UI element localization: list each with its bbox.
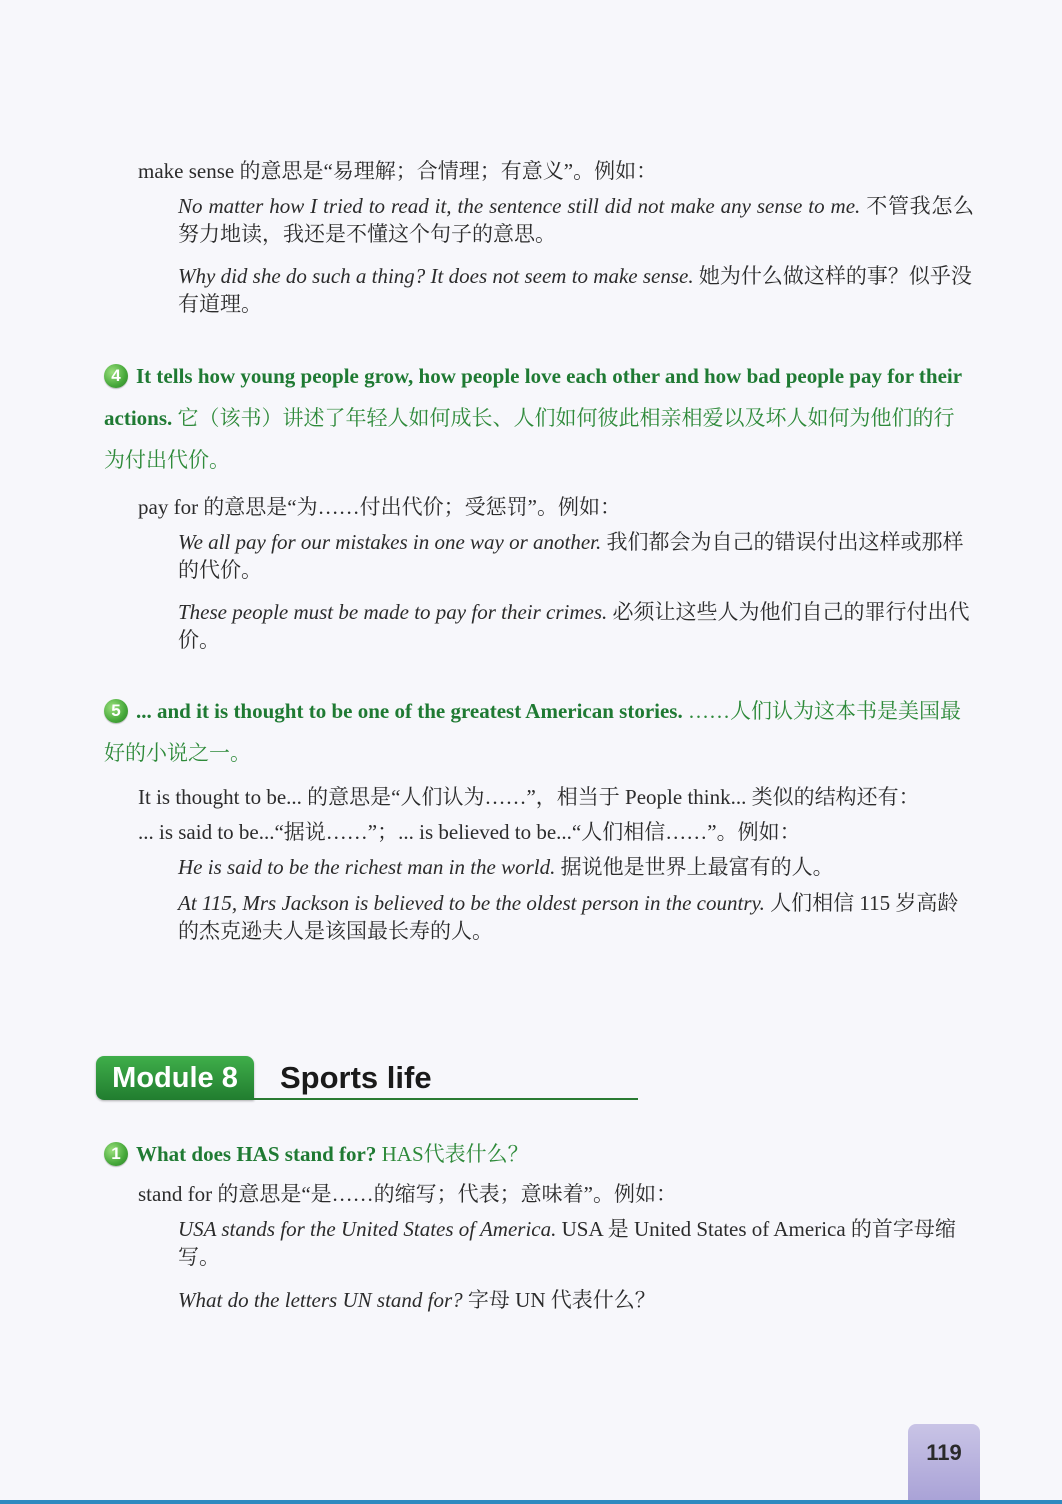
example-chinese: 不管我怎么努力地读，我还是不懂这个句子的意思。 (178, 194, 975, 246)
example-chinese: 必须让这些人为他们自己的罪行付出代价。 (178, 600, 970, 652)
item-5-heading (104, 690, 974, 774)
pay-for-example-2 (178, 598, 974, 654)
pay-for-example-1 (178, 528, 974, 584)
heading-chinese: ……人们认为这本书是美国最好的小说之一。 (104, 699, 961, 765)
item-number-badge: 5 (104, 699, 128, 723)
example-english: No matter how I tried to read it, the sentence still did not make any sense to me. (178, 194, 861, 218)
module-badge: Module 8 (96, 1056, 254, 1100)
thought-note-line-1: It is thought to be... 的意思是“人们认为……”，相当于 People think... 类似的结构还有： (138, 785, 920, 809)
make-sense-example-1 (178, 192, 974, 248)
example-chinese: USA 是 United States of America 的首字母缩写。 (178, 1217, 956, 1269)
example-english: These people must be made to pay for their crimes. (178, 600, 608, 624)
item-number-badge: 1 (104, 1142, 128, 1166)
thought-note-line-2: ... is said to be...“据说……”；... is believed to be...“人们相信……”。例如： (138, 820, 801, 844)
module-header (96, 1056, 638, 1102)
example-chinese: 她为什么做这样的事？似乎没有道理。 (178, 264, 972, 316)
stand-for-example-1 (178, 1215, 974, 1271)
item-number-badge: 4 (104, 364, 128, 388)
page-number-tab (908, 1424, 980, 1504)
example-chinese: 人们相信 115 岁高龄的杰克逊夫人是该国最长寿的人。 (178, 891, 959, 943)
example-chinese: 我们都会为自己的错误付出这样或那样的代价。 (178, 530, 964, 582)
example-english: Why did she do such a thing? It does not seem to make sense. (178, 264, 694, 288)
module-title-underline (254, 1098, 638, 1100)
example-english: He is said to be the richest man in the world. (178, 855, 556, 879)
heading-english: ... and it is thought to be one of the greatest American stories. (136, 699, 683, 723)
example-chinese: 据说他是世界上最富有的人。 (560, 855, 834, 879)
heading-chinese: 它（该书）讲述了年轻人如何成长、人们如何彼此相亲相爱以及坏人如何为他们的行为付出代价。 (104, 406, 955, 472)
heading-chinese: HAS代表什么？ (381, 1142, 529, 1166)
example-english: We all pay for our mistakes in one way or another. (178, 530, 602, 554)
stand-for-example-2 (178, 1286, 974, 1314)
example-english: USA stands for the United States of America. (178, 1217, 557, 1241)
stand-for-note-intro: stand for 的意思是“是……的缩写；代表；意味着”。例如： (138, 1182, 677, 1206)
make-sense-example-2 (178, 262, 974, 318)
make-sense-note-intro: make sense 的意思是“易理解；合情理；有意义”。例如： (138, 159, 658, 183)
page-number: 119 (926, 1440, 962, 1465)
example-chinese: 字母 UN 代表什么？ (467, 1288, 656, 1312)
pay-for-note-intro: pay for 的意思是“为……付出代价；受惩罚”。例如： (138, 495, 621, 519)
bottom-rule (0, 1500, 1062, 1504)
item-4-heading (104, 355, 974, 481)
item-1-heading (104, 1133, 974, 1175)
said-to-be-example (178, 853, 974, 881)
heading-english: It tells how young people grow, how people love each other and how bad people pay for their actions. (104, 364, 962, 430)
example-english: At 115, Mrs Jackson is believed to be the oldest person in the country. (178, 891, 765, 915)
module-title: Sports life (280, 1060, 432, 1095)
example-english: What do the letters UN stand for? (178, 1288, 463, 1312)
believed-to-be-example (178, 889, 974, 945)
heading-english: What does HAS stand for? (136, 1142, 377, 1166)
